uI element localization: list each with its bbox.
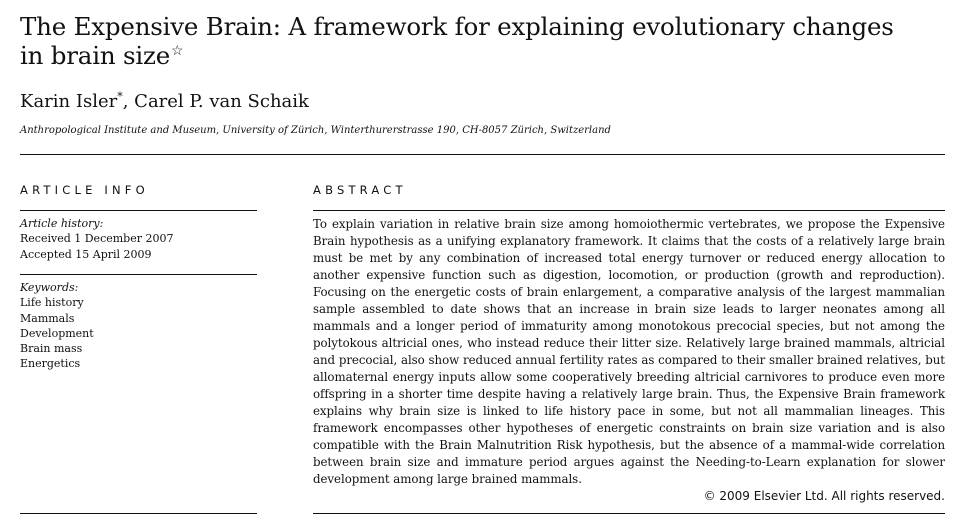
accepted-date: Accepted 15 April 2009	[20, 247, 152, 261]
affiliation: Anthropological Institute and Museum, University of Zürich, Winterthurerstrasse 190, CH-8057 Zürich, Switzerland	[20, 125, 611, 136]
article-info-bottom-divider	[20, 513, 257, 514]
author-line	[20, 91, 309, 113]
article-history-divider	[20, 274, 257, 275]
keywords-list	[20, 295, 94, 371]
keyword-item: Mammals	[20, 311, 75, 325]
copyright-notice: © 2009 Elsevier Ltd. All rights reserved.	[703, 489, 945, 503]
header-divider	[20, 154, 945, 155]
keywords-label: Keywords:	[20, 281, 79, 294]
keyword-item: Energetics	[20, 357, 81, 371]
corresponding-author-mark[interactable]: *	[117, 90, 123, 103]
abstract-bottom-divider	[313, 513, 945, 514]
author-name: Carel P. van Schaik	[134, 91, 309, 112]
keyword-item: Life history	[20, 296, 84, 310]
abstract-heading: ABSTRACT	[313, 183, 407, 197]
article-history-label: Article history:	[20, 217, 104, 230]
author-separator: ,	[122, 91, 135, 112]
keyword-item: Development	[20, 326, 94, 340]
article-title	[20, 12, 920, 70]
article-title-text: The Expensive Brain: A framework for explaining evolutionary changes in brain size	[20, 12, 894, 70]
author-name: Karin Isler	[20, 91, 118, 112]
article-history	[20, 216, 173, 262]
abstract-text: To explain variation in relative brain size among homoiothermic vertebrates, we propose the Expensive Brain hypothesis as a unifying explanatory framework. It claims that the costs of a relatively large brain must be met by any combination of increased total energy turnover or reduced energy allocation to another expensive function such as digestion, locomotion, or production (growth and reproduction). Focusing on the energetic costs of brain enlargement, a comparative analysis of the largest mammalian sample assembled to date shows that an increase in brain size leads to larger neonates among all mammals and a longer period of immaturity among monotokous precocial species, but not among the polytokous altricial ones, who instead reduce their litter size. Relatively large brained mammals, altricial and precocial, also show reduced annual fertility rates as compared to their smaller brained relatives, but allomaternal energy inputs allow some cooperatively breeding altricial carnivores to produce even more offspring in a shorter time despite having a relatively large brain. Thus, the Expensive Brain framework explains why brain size is linked to life history pace in some, but not all mammalian lineages. This framework encompasses other hypotheses of energetic constraints on brain size variation and is also compatible with the Brain Malnutrition Risk hypothesis, but the absence of a mammal-wide correlation between brain size and immature period argues against the Needing-to-Learn explanation for slower development among large brained mammals.	[313, 217, 945, 486]
keywords-section	[20, 280, 94, 372]
article-info-divider	[20, 210, 257, 211]
title-footnote-star-icon[interactable]: ☆	[171, 42, 184, 59]
keyword-item: Brain mass	[20, 342, 83, 356]
received-date: Received 1 December 2007	[20, 232, 174, 246]
abstract-divider	[313, 210, 945, 211]
article-info-heading: ARTICLE INFO	[20, 183, 149, 197]
